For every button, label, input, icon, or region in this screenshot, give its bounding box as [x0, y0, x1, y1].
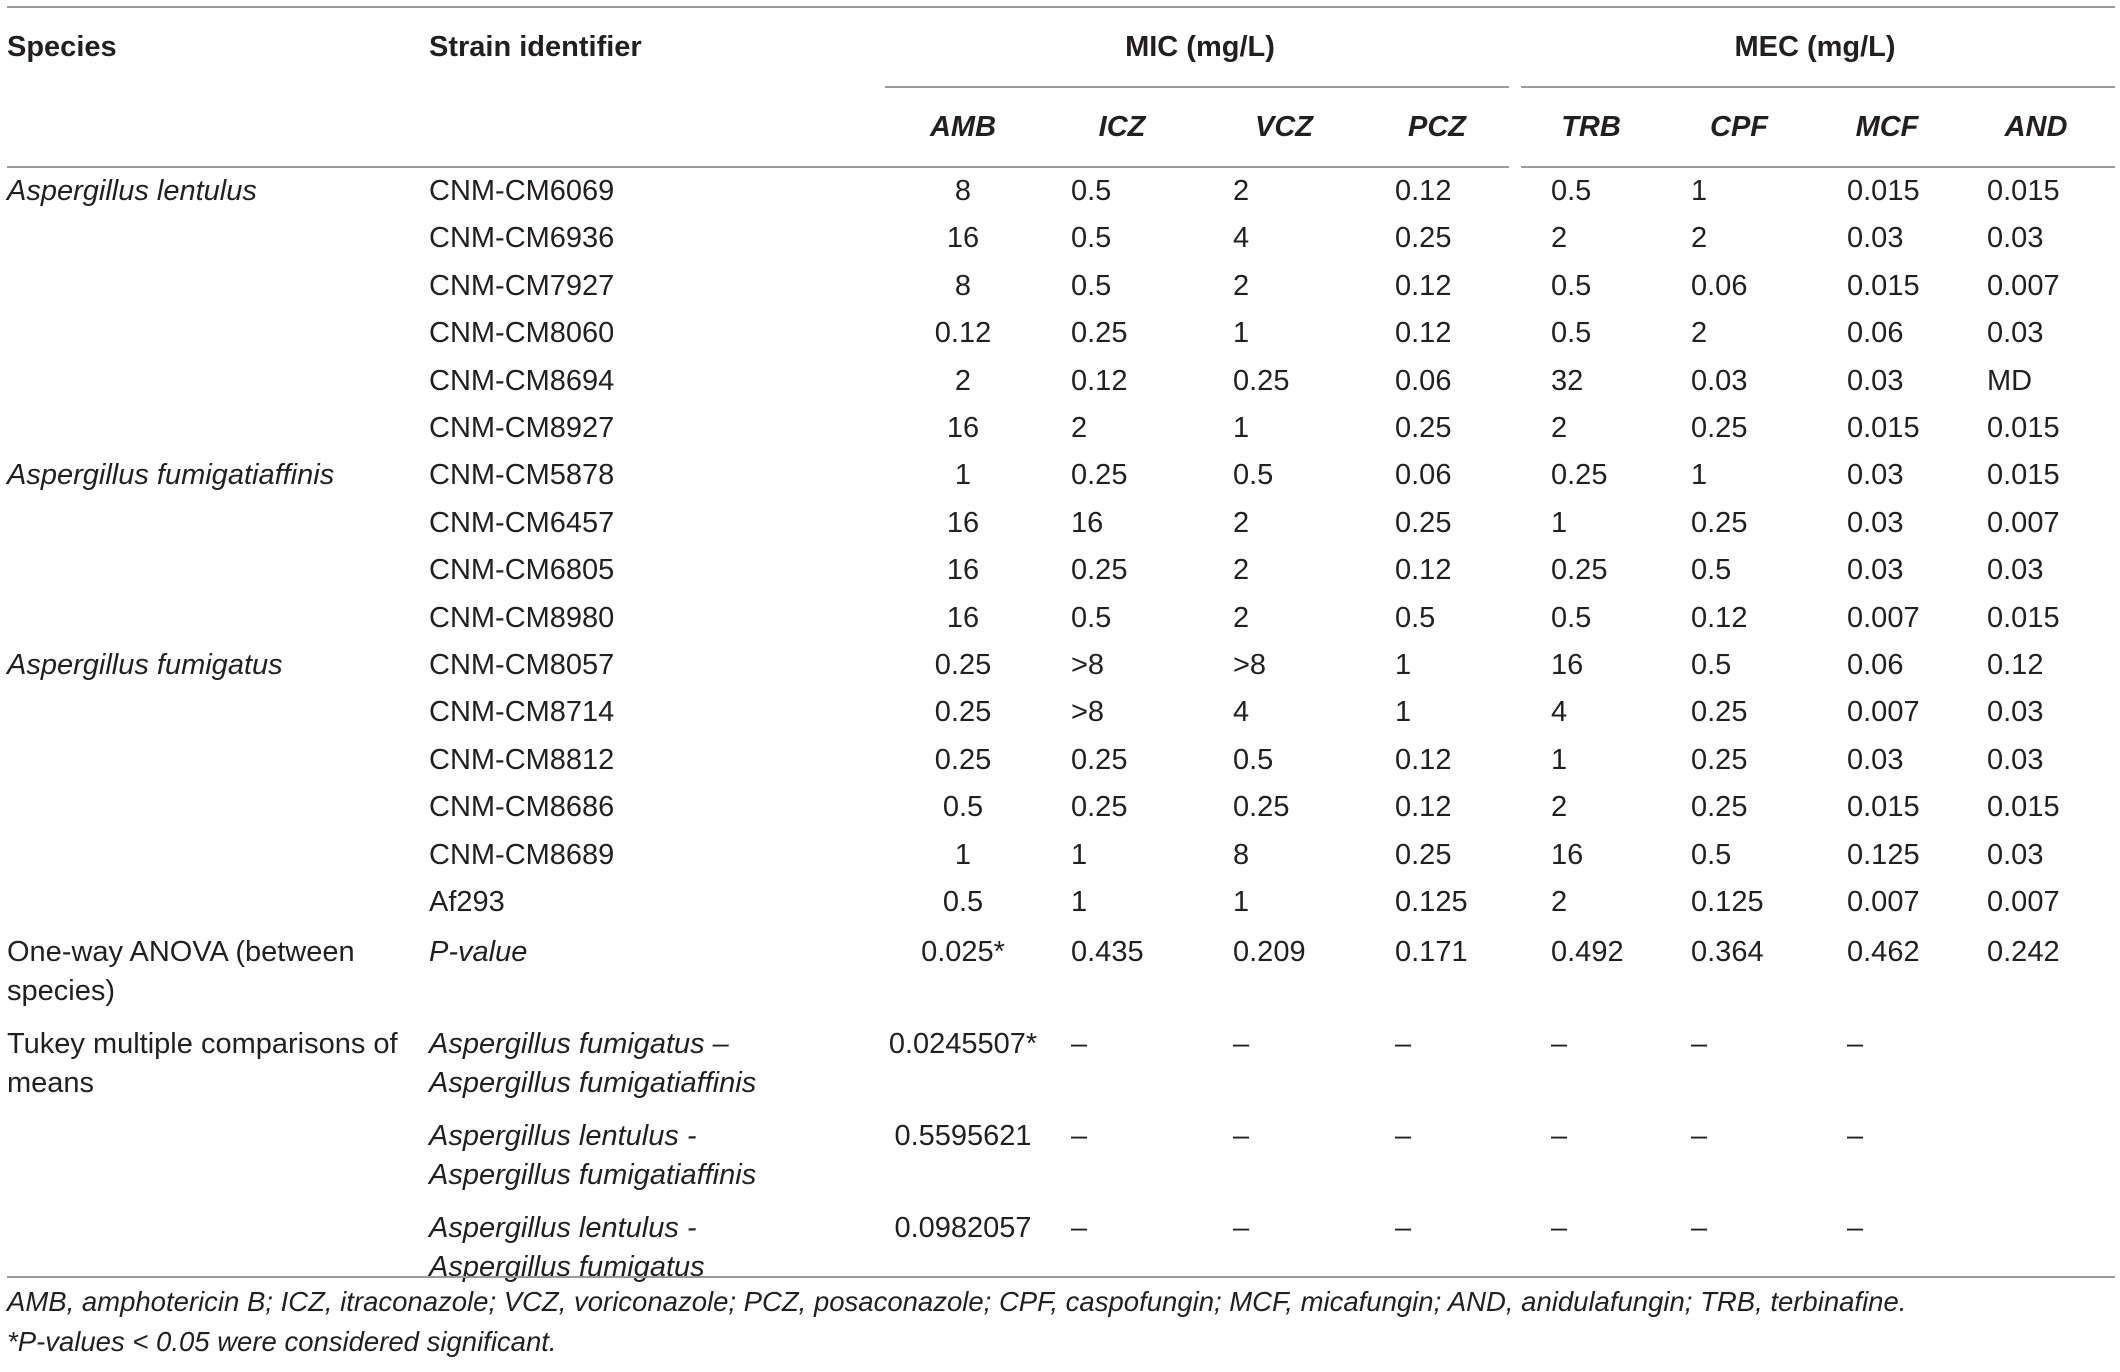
tukey-comparison: Aspergillus lentulus - Aspergillus fumigatus — [429, 1211, 705, 1283]
tukey-dash: – — [1071, 1027, 1088, 1060]
tukey-dash: – — [1233, 1119, 1250, 1152]
value-cell-pcz: 0.25 — [1395, 838, 1452, 871]
value-cell-and: 0.007 — [1987, 269, 2060, 302]
table-bottom-rule — [7, 1276, 2115, 1278]
value-cell-mcf: 0.015 — [1847, 791, 1920, 824]
tukey-dash: – — [1233, 1211, 1250, 1244]
value-cell-mcf: 0.007 — [1847, 886, 1920, 919]
tukey-dash: – — [1847, 1119, 1864, 1152]
table-row — [7, 879, 2115, 926]
value-cell-icz: 0.25 — [1071, 743, 1128, 776]
table-row — [7, 358, 2115, 405]
tukey-comparison: Aspergillus fumigatus – Aspergillus fumigatiaffinis — [429, 1027, 757, 1099]
value-cell-amb: 0.12 — [934, 317, 992, 350]
value-cell-amb: 16 — [946, 554, 980, 587]
value-cell-cpf: 0.5 — [1691, 649, 1732, 682]
strain-cell: Af293 — [429, 886, 505, 919]
value-cell-and: 0.03 — [1987, 743, 2044, 776]
value-cell-cpf: 0.5 — [1691, 838, 1732, 871]
strain-cell: CNM-CM8980 — [429, 601, 615, 634]
value-cell-amb: 0.25 — [934, 649, 992, 682]
footnote-significance: *P-values < 0.05 were considered significant. — [7, 1326, 557, 1357]
drug-header-trb: TRB — [1515, 87, 1661, 167]
value-cell-cpf: 1 — [1691, 175, 1708, 207]
value-cell-trb: 4 — [1515, 689, 1661, 736]
value-cell-trb: 0.5 — [1515, 595, 1661, 642]
value-cell-trb: 2 — [1515, 215, 1661, 262]
value-cell-vcz: 0.5 — [1233, 743, 1274, 776]
value-cell-amb: 16 — [946, 506, 980, 539]
value-cell-trb: 1 — [1515, 737, 1661, 784]
value-cell-mcf: 0.03 — [1847, 222, 1904, 255]
table-row — [7, 452, 2115, 499]
value-cell-mcf: 0.125 — [1847, 838, 1920, 871]
tukey-dash: – — [1847, 1027, 1864, 1060]
value-cell-trb: 0.5 — [1515, 310, 1661, 357]
anova-p-value: 0.364 — [1691, 935, 1764, 968]
value-cell-pcz: 0.25 — [1395, 412, 1452, 445]
anova-row — [7, 927, 2115, 1019]
species-cell — [7, 595, 429, 642]
table-row — [7, 737, 2115, 784]
table-row — [7, 405, 2115, 452]
value-cell-pcz: 0.06 — [1395, 459, 1452, 492]
species-cell — [7, 405, 429, 452]
mic-group-header: MIC (mg/L) — [1125, 30, 1275, 63]
tukey-row — [7, 1203, 2115, 1295]
value-cell-trb: 16 — [1515, 642, 1661, 689]
value-cell-vcz: 2 — [1233, 554, 1250, 587]
drug-header-mcf: MCF — [1817, 87, 1957, 167]
value-cell-trb: 2 — [1515, 405, 1661, 452]
value-cell-cpf: 1 — [1691, 459, 1708, 492]
value-cell-icz: 1 — [1071, 838, 1088, 871]
value-cell-pcz: 0.12 — [1395, 554, 1452, 587]
anova-p-value: 0.435 — [1071, 935, 1144, 968]
p-value-label: P-value — [429, 935, 528, 968]
species-cell — [7, 500, 429, 547]
table-row — [7, 310, 2115, 357]
value-cell-mcf: 0.015 — [1847, 175, 1920, 207]
value-cell-mcf: 0.015 — [1847, 412, 1920, 445]
value-cell-amb: 0.25 — [934, 743, 992, 776]
strain-cell: CNM-CM6457 — [429, 506, 615, 539]
value-cell-mcf: 0.06 — [1847, 649, 1904, 682]
strain-cell: CNM-CM6805 — [429, 554, 615, 587]
anova-p-value: 0.492 — [1515, 927, 1661, 1019]
tukey-amb-value: 0.0245507* — [888, 1027, 1038, 1060]
table-row — [7, 500, 2115, 547]
value-cell-mcf: 0.007 — [1847, 696, 1920, 729]
strain-cell: CNM-CM5878 — [429, 459, 615, 492]
tukey-amb-value: 0.0982057 — [894, 1211, 1032, 1244]
tukey-empty-cell — [1957, 1203, 2115, 1295]
tukey-dash: – — [1071, 1119, 1088, 1152]
tukey-dash: – — [1515, 1019, 1661, 1111]
value-cell-amb: 1 — [954, 459, 972, 492]
value-cell-icz: 16 — [1071, 506, 1104, 539]
value-cell-icz: 0.5 — [1071, 269, 1112, 302]
value-cell-icz: 0.25 — [1071, 317, 1128, 350]
value-cell-cpf: 2 — [1691, 222, 1708, 255]
value-cell-amb: 8 — [954, 175, 972, 207]
species-cell — [7, 263, 429, 310]
value-cell-amb: 16 — [946, 412, 980, 445]
value-cell-pcz: 0.5 — [1395, 601, 1436, 634]
tukey-dash: – — [1515, 1111, 1661, 1203]
value-cell-and: 0.03 — [1987, 317, 2044, 350]
footnote-abbreviations: AMB, amphotericin B; ICZ, itraconazole; VCZ, voriconazole; PCZ, posaconazole; CPF, caspofungin; MCF, micafungin; AND, anidulafungin; TRB, terbinafine. — [7, 1286, 1907, 1317]
value-cell-vcz: 4 — [1233, 222, 1250, 255]
value-cell-cpf: 0.12 — [1691, 601, 1748, 634]
tukey-dash: – — [1233, 1027, 1250, 1060]
anova-label: One-way ANOVA (between species) — [7, 935, 355, 1007]
strain-cell: CNM-CM8714 — [429, 696, 615, 729]
drug-header-and: AND — [1957, 87, 2115, 167]
value-cell-cpf: 0.5 — [1691, 554, 1732, 587]
value-cell-pcz: 0.12 — [1395, 269, 1452, 302]
tukey-empty-cell — [1957, 1019, 2115, 1111]
table-row — [7, 595, 2115, 642]
drug-header-icz: ICZ — [1041, 87, 1203, 167]
anova-p-value: 0.171 — [1395, 935, 1468, 968]
value-cell-pcz: 0.12 — [1395, 317, 1452, 350]
value-cell-and: 0.007 — [1987, 506, 2060, 539]
strain-cell: CNM-CM8694 — [429, 364, 615, 397]
tukey-dash: – — [1395, 1027, 1412, 1060]
value-cell-icz: 0.5 — [1071, 175, 1112, 207]
tukey-dash: – — [1847, 1211, 1864, 1244]
tukey-label-empty — [7, 1111, 429, 1203]
species-cell — [7, 547, 429, 594]
anova-p-value: 0.242 — [1987, 935, 2060, 968]
strain-cell: CNM-CM8057 — [429, 649, 615, 682]
species-cell — [7, 215, 429, 262]
value-cell-vcz: >8 — [1233, 649, 1267, 682]
species-cell — [7, 310, 429, 357]
value-cell-icz: 0.25 — [1071, 554, 1128, 587]
value-cell-icz: 0.12 — [1071, 364, 1128, 397]
value-cell-pcz: 0.06 — [1395, 364, 1452, 397]
tukey-dash: – — [1691, 1119, 1708, 1152]
species-cell — [7, 358, 429, 405]
tukey-empty-cell — [1957, 1111, 2115, 1203]
tukey-dash: – — [1395, 1119, 1412, 1152]
tukey-dash: – — [1071, 1211, 1088, 1244]
value-cell-amb: 0.25 — [934, 696, 992, 729]
value-cell-cpf: 0.25 — [1691, 791, 1748, 824]
value-cell-vcz: 0.25 — [1233, 364, 1290, 397]
value-cell-vcz: 2 — [1233, 601, 1250, 634]
value-cell-trb: 2 — [1515, 784, 1661, 831]
value-cell-icz: 0.5 — [1071, 222, 1112, 255]
value-cell-trb: 0.25 — [1515, 452, 1661, 499]
value-cell-mcf: 0.03 — [1847, 743, 1904, 776]
value-cell-vcz: 2 — [1233, 269, 1250, 302]
value-cell-cpf: 0.03 — [1691, 364, 1748, 397]
value-cell-pcz: 0.25 — [1395, 222, 1452, 255]
strain-cell: CNM-CM6069 — [429, 175, 615, 207]
value-cell-cpf: 0.125 — [1691, 886, 1764, 919]
species-cell — [7, 784, 429, 831]
value-cell-icz: >8 — [1071, 649, 1105, 682]
value-cell-and: 0.015 — [1987, 791, 2060, 824]
tukey-row — [7, 1019, 2115, 1111]
anova-p-value: 0.209 — [1233, 935, 1306, 968]
species-cell: Aspergillus fumigatiaffinis — [7, 459, 335, 492]
value-cell-vcz: 1 — [1233, 886, 1250, 919]
species-cell: Aspergillus lentulus — [7, 175, 257, 207]
species-header: Species — [7, 31, 117, 63]
table-row — [7, 689, 2115, 736]
value-cell-pcz: 1 — [1395, 649, 1412, 682]
value-cell-and: 0.03 — [1987, 838, 2044, 871]
value-cell-and: MD — [1987, 364, 2033, 397]
value-cell-and: 0.03 — [1987, 222, 2044, 255]
strain-cell: CNM-CM8927 — [429, 412, 615, 445]
table-row — [7, 642, 2115, 689]
value-cell-icz: 2 — [1071, 412, 1088, 445]
table-footnote — [7, 1282, 2112, 1362]
value-cell-icz: 0.5 — [1071, 601, 1112, 634]
drug-header-pcz: PCZ — [1365, 87, 1515, 167]
table-row — [7, 832, 2115, 879]
value-cell-cpf: 0.25 — [1691, 696, 1748, 729]
value-cell-and: 0.03 — [1987, 696, 2044, 729]
value-cell-amb: 16 — [946, 222, 980, 255]
value-cell-mcf: 0.03 — [1847, 554, 1904, 587]
value-cell-icz: 1 — [1071, 886, 1088, 919]
value-cell-trb: 2 — [1515, 879, 1661, 926]
value-cell-mcf: 0.015 — [1847, 269, 1920, 302]
value-cell-and: 0.03 — [1987, 554, 2044, 587]
value-cell-and: 0.015 — [1987, 459, 2060, 492]
tukey-dash: – — [1691, 1027, 1708, 1060]
value-cell-cpf: 0.25 — [1691, 743, 1748, 776]
strain-header: Strain identifier — [429, 31, 642, 63]
value-cell-icz: 0.25 — [1071, 791, 1128, 824]
table-row — [7, 167, 2115, 215]
value-cell-and: 0.015 — [1987, 601, 2060, 634]
value-cell-pcz: 1 — [1395, 696, 1412, 729]
value-cell-amb: 0.5 — [942, 791, 984, 824]
species-cell: Aspergillus fumigatus — [7, 649, 283, 682]
value-cell-icz: 0.25 — [1071, 459, 1128, 492]
value-cell-vcz: 1 — [1233, 412, 1250, 445]
species-cell — [7, 737, 429, 784]
tukey-dash: – — [1395, 1211, 1412, 1244]
value-cell-amb: 1 — [954, 838, 972, 871]
susceptibility-table — [7, 8, 2115, 1295]
value-cell-trb: 16 — [1515, 832, 1661, 879]
value-cell-and: 0.015 — [1987, 175, 2060, 207]
drug-header-cpf: CPF — [1661, 87, 1817, 167]
value-cell-icz: >8 — [1071, 696, 1105, 729]
tukey-comparison: Aspergillus lentulus - Aspergillus fumigatiaffinis — [429, 1119, 757, 1191]
species-cell — [7, 879, 429, 926]
table-row — [7, 263, 2115, 310]
strain-cell: CNM-CM6936 — [429, 222, 615, 255]
tukey-label-empty — [7, 1203, 429, 1295]
value-cell-amb: 8 — [954, 269, 972, 302]
value-cell-mcf: 0.03 — [1847, 364, 1904, 397]
table-row — [7, 215, 2115, 262]
value-cell-amb: 0.5 — [942, 886, 984, 919]
tukey-amb-value: 0.5595621 — [894, 1119, 1032, 1152]
value-cell-pcz: 0.12 — [1395, 791, 1452, 824]
tukey-dash: – — [1515, 1203, 1661, 1295]
value-cell-mcf: 0.06 — [1847, 317, 1904, 350]
table-row — [7, 547, 2115, 594]
value-cell-and: 0.007 — [1987, 886, 2060, 919]
value-cell-vcz: 0.5 — [1233, 459, 1274, 492]
strain-cell: CNM-CM8689 — [429, 838, 615, 871]
mec-group-header: MEC (mg/L) — [1734, 30, 1896, 63]
value-cell-and: 0.12 — [1987, 649, 2044, 682]
value-cell-cpf: 0.06 — [1691, 269, 1748, 302]
value-cell-trb: 0.5 — [1515, 167, 1661, 215]
value-cell-vcz: 8 — [1233, 838, 1250, 871]
value-cell-trb: 32 — [1515, 358, 1661, 405]
value-cell-pcz: 0.125 — [1395, 886, 1468, 919]
value-cell-vcz: 0.25 — [1233, 791, 1290, 824]
value-cell-and: 0.015 — [1987, 412, 2060, 445]
value-cell-mcf: 0.007 — [1847, 601, 1920, 634]
value-cell-pcz: 0.12 — [1395, 743, 1452, 776]
value-cell-cpf: 0.25 — [1691, 506, 1748, 539]
value-cell-trb: 1 — [1515, 500, 1661, 547]
strain-cell: CNM-CM8812 — [429, 743, 615, 776]
strain-cell: CNM-CM7927 — [429, 269, 615, 302]
value-cell-trb: 0.5 — [1515, 263, 1661, 310]
tukey-label: Tukey multiple comparisons of means — [7, 1027, 398, 1099]
value-cell-vcz: 2 — [1233, 506, 1250, 539]
value-cell-vcz: 2 — [1233, 175, 1250, 207]
value-cell-mcf: 0.03 — [1847, 506, 1904, 539]
anova-p-value: 0.025* — [921, 935, 1005, 968]
strain-cell: CNM-CM8686 — [429, 791, 615, 824]
value-cell-cpf: 0.25 — [1691, 412, 1748, 445]
drug-header-amb: AMB — [885, 87, 1041, 167]
species-cell — [7, 689, 429, 736]
value-cell-amb: 2 — [954, 364, 972, 397]
value-cell-cpf: 2 — [1691, 317, 1708, 350]
value-cell-pcz: 0.25 — [1395, 506, 1452, 539]
strain-cell: CNM-CM8060 — [429, 317, 615, 350]
anova-p-value: 0.462 — [1847, 935, 1920, 968]
value-cell-trb: 0.25 — [1515, 547, 1661, 594]
table-row — [7, 784, 2115, 831]
tukey-dash: – — [1691, 1211, 1708, 1244]
value-cell-amb: 16 — [946, 601, 980, 634]
value-cell-mcf: 0.03 — [1847, 459, 1904, 492]
value-cell-vcz: 4 — [1233, 696, 1250, 729]
drug-header-vcz: VCZ — [1203, 87, 1365, 167]
value-cell-vcz: 1 — [1233, 317, 1250, 350]
value-cell-pcz: 0.12 — [1395, 175, 1452, 207]
species-cell — [7, 832, 429, 879]
tukey-row — [7, 1111, 2115, 1203]
